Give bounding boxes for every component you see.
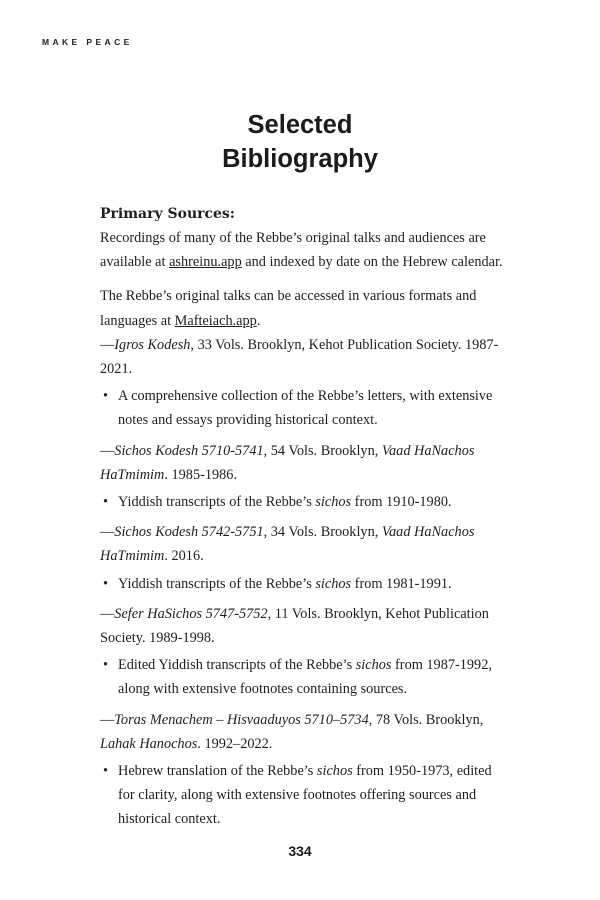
entry-description — [100, 653, 510, 701]
description-text: Yiddish transcripts of the Rebbe’s — [118, 494, 316, 511]
title-line-2: Bibliography — [222, 145, 378, 173]
entry-title: Sichos Kodesh 5710-5741 — [114, 442, 264, 459]
entry-year: . 2016. — [164, 548, 204, 565]
em-dash: — — [100, 711, 115, 728]
entry-details: 33 Vols. Brooklyn, Kehot Publication Society. 1987-2021. — [100, 336, 499, 378]
entry-citation — [100, 602, 510, 650]
description-text: from 1981-1991. — [351, 575, 452, 592]
bullet-glyph: • — [103, 494, 109, 511]
description-italic: sichos — [315, 494, 352, 511]
page-number: 334 — [288, 843, 312, 859]
em-dash: — — [100, 524, 115, 541]
em-dash: — — [100, 442, 115, 459]
entry-publisher: Vaad HaNachos HaTmimim — [100, 442, 475, 483]
description-text: from 1987-1992, along with extensive footnotes containing sources. — [118, 657, 492, 698]
entry-details: , 54 Vols. Brooklyn, — [263, 442, 382, 459]
description-italic: sichos — [355, 657, 392, 674]
section-heading-primary-sources: Primary Sources: — [100, 206, 235, 222]
entry-citation — [100, 708, 510, 756]
ashreinu-link[interactable]: ashreinu.app — [169, 254, 242, 271]
paragraph-text: Recordings of many of the Rebbe’s original talks and audiences are available at — [100, 230, 486, 271]
entry-citation — [100, 439, 510, 487]
entry-title: Toras Menachem – Hisvaaduyos 5710–5734 — [114, 711, 369, 728]
entry-description — [100, 572, 510, 596]
entry-year: . 1985-1986. — [164, 466, 238, 483]
entry-publisher: Vaad HaNachos HaTmimim — [100, 524, 475, 565]
description-text: Edited Yiddish transcripts of the Rebbe’s — [118, 657, 356, 674]
primary-paragraph-2 — [100, 284, 510, 332]
bullet-glyph: • — [103, 388, 109, 405]
em-dash: — — [100, 336, 115, 353]
paragraph-text: . — [256, 312, 261, 329]
bibliography-content — [100, 200, 510, 832]
entry-description — [100, 759, 510, 832]
entry-year: . 1992–2022. — [197, 735, 273, 752]
entry-title: Sichos Kodesh 5742-5751 — [114, 524, 264, 541]
bibliography-entry — [100, 520, 510, 596]
paragraph-text: The Rebbe’s original talks can be accessed in various formats and languages at — [100, 288, 477, 329]
entry-details: , 34 Vols. Brooklyn, — [263, 524, 382, 541]
bullet-glyph: • — [103, 763, 109, 780]
entry-citation — [100, 520, 510, 568]
description-text: from 1910-1980. — [351, 494, 452, 511]
description-italic: sichos — [315, 575, 352, 592]
bullet-glyph: • — [103, 575, 109, 592]
em-dash: — — [100, 605, 115, 622]
mafteiach-link[interactable]: Mafteiach.app — [174, 312, 257, 329]
bibliography-entry — [100, 602, 510, 702]
entry-details: , 11 Vols. Brooklyn, Kehot Publication Society. 1989-1998. — [100, 605, 489, 647]
entry-description — [100, 490, 510, 514]
page-title — [0, 108, 600, 176]
running-head: MAKE PEACE — [42, 37, 133, 47]
description-text: Hebrew translation of the Rebbe’s — [118, 763, 317, 780]
entry-citation — [100, 333, 510, 381]
entry-description — [100, 384, 510, 432]
description-italic: sichos — [316, 763, 353, 780]
bibliography-entry — [100, 708, 510, 832]
title-line-1: Selected — [247, 111, 353, 139]
bullet-glyph: • — [103, 657, 109, 674]
entry-details: , 78 Vols. Brooklyn, — [368, 711, 484, 728]
bibliography-entry — [100, 439, 510, 515]
description-text: A comprehensive collection of the Rebbe’s letters, with extensive notes and essays providing historical context. — [118, 388, 493, 429]
entry-title: Igros Kodesh, — [114, 336, 194, 353]
description-text: from 1950-1973, edited for clarity, along with extensive footnotes offering sources and historical context. — [118, 763, 492, 828]
primary-paragraph-1 — [100, 226, 510, 274]
paragraph-text: and indexed by date on the Hebrew calendar. — [241, 254, 503, 271]
entry-title: Sefer HaSichos 5747-5752 — [114, 605, 268, 622]
entry-publisher: Lahak Hanochos — [100, 735, 198, 752]
description-text: Yiddish transcripts of the Rebbe’s — [118, 575, 316, 592]
bibliography-entry — [100, 333, 510, 433]
